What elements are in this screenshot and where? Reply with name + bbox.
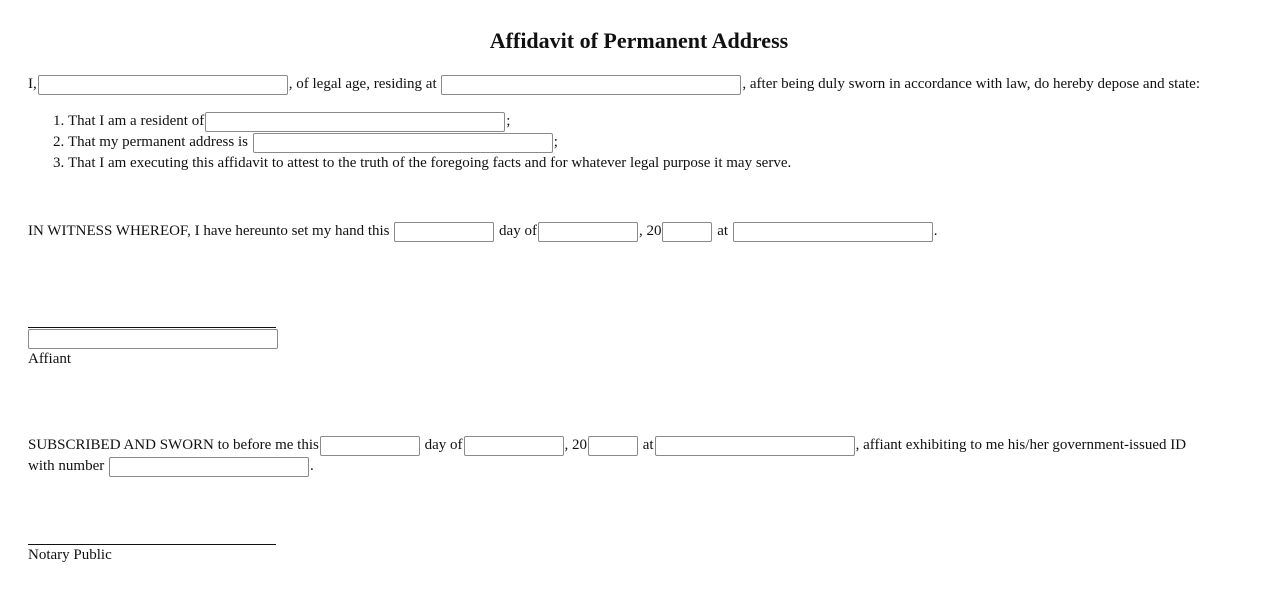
sworn-day-field[interactable]	[320, 436, 420, 456]
permanent-address-field[interactable]	[253, 133, 553, 153]
witness-place-field[interactable]	[733, 222, 933, 242]
witness-day-of: day of	[499, 223, 537, 239]
sworn-place-field[interactable]	[655, 436, 855, 456]
fact-suffix: ;	[553, 134, 558, 150]
intro-paragraph	[28, 74, 1200, 95]
sworn-day-of: day of	[424, 437, 463, 453]
sworn-with-number: with number	[28, 458, 105, 474]
fact-item-permanent-address	[68, 132, 791, 153]
fact-item-purpose	[68, 153, 791, 174]
affiant-signature-line	[28, 327, 276, 328]
witness-year-prefix: , 20	[638, 223, 662, 239]
sworn-at: at	[642, 437, 654, 453]
sworn-year-field[interactable]	[588, 436, 638, 456]
address-field[interactable]	[441, 75, 741, 95]
id-number-field[interactable]	[109, 457, 309, 477]
witness-paragraph	[28, 221, 938, 242]
witness-end: .	[933, 223, 938, 239]
notary-signature-line	[28, 544, 276, 545]
facts-list	[28, 111, 791, 174]
sworn-month-field[interactable]	[464, 436, 564, 456]
intro-after-name: , of legal age, residing at	[288, 76, 437, 92]
page-title: Affidavit of Permanent Address	[489, 28, 789, 53]
sworn-prefix: SUBSCRIBED AND SWORN to before me this	[28, 437, 319, 453]
fact-item-residency	[68, 111, 791, 132]
fact-suffix: ;	[506, 113, 511, 129]
witness-at: at	[717, 223, 729, 239]
affiant-signature-field[interactable]	[28, 329, 278, 349]
intro-after-address: , after being duly sworn in accordance with law, do hereby depose and state:	[742, 76, 1200, 92]
sworn-end: .	[310, 458, 314, 474]
fact-label-purpose: That I am executing this affidavit to attest to the truth of the foregoing facts and for whatever legal purpose it may serve.	[68, 155, 792, 171]
notary-label: Notary Public	[28, 547, 112, 563]
witness-year-field[interactable]	[662, 222, 712, 242]
witness-prefix: IN WITNESS WHEREOF, I have hereunto set my hand this	[28, 223, 390, 239]
witness-day-field[interactable]	[394, 222, 494, 242]
affiant-label: Affiant	[28, 351, 72, 367]
sworn-paragraph-line-2	[28, 456, 314, 477]
intro-prefix: I,	[28, 76, 37, 92]
residence-field[interactable]	[205, 112, 505, 132]
witness-month-field[interactable]	[538, 222, 638, 242]
name-field[interactable]	[38, 75, 288, 95]
sworn-after-place: , affiant exhibiting to me his/her government-issued ID	[855, 437, 1187, 453]
fact-label-permanent-address: That my permanent address is	[68, 134, 248, 150]
sworn-paragraph	[28, 435, 1186, 456]
fact-label-residency: That I am a resident of	[68, 113, 205, 129]
sworn-year-prefix: , 20	[564, 437, 587, 453]
